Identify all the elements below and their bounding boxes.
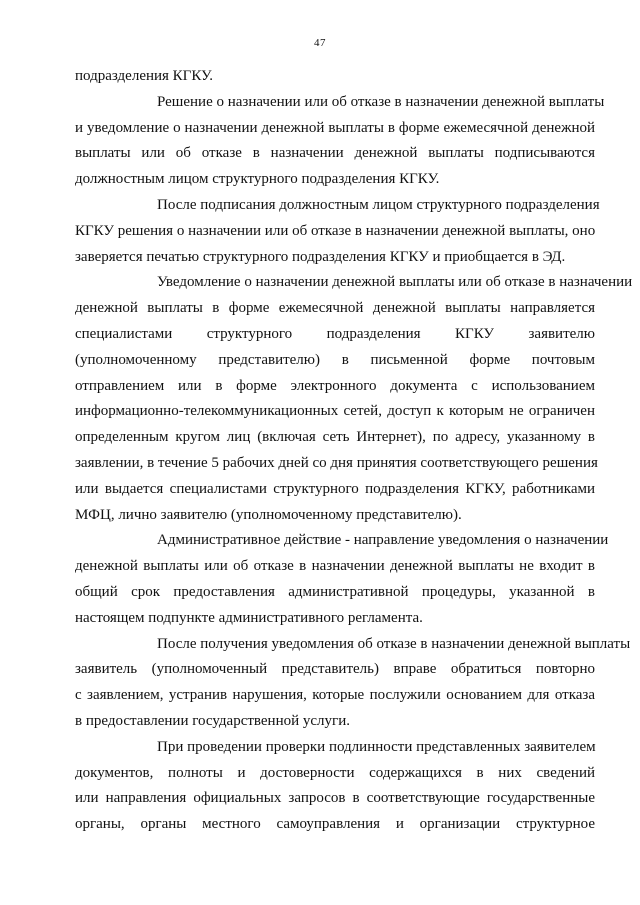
text-line: Решение о назначении или об отказе в назначении денежной выплаты bbox=[157, 93, 605, 110]
text-line: выплаты или об отказе в назначении денежной выплаты подписываются bbox=[75, 145, 595, 162]
text-line: общий срок предоставления административной процедуры, указанной в bbox=[75, 583, 595, 600]
text-line: должностным лицом структурного подразделения КГКУ. bbox=[75, 171, 440, 188]
text-line: или направления официальных запросов в соответствующие государственные bbox=[75, 790, 595, 807]
text-line: денежной выплаты в форме ежемесячной денежной выплаты направляется bbox=[75, 300, 595, 317]
text-line: настоящем подпункте административного регламента. bbox=[75, 609, 423, 626]
text-line: документов, полноты и достоверности содержащихся в них сведений bbox=[75, 764, 595, 781]
text-line: и уведомление о назначении денежной выплаты в форме ежемесячной денежной bbox=[75, 119, 595, 136]
text-line: с заявлением, устранив нарушения, которые послужили основанием для отказа bbox=[75, 687, 595, 704]
text-line: органы, органы местного самоуправления и организации структурное bbox=[75, 816, 595, 833]
text-line: заверяется печатью структурного подразделения КГКУ и приобщается в ЭД. bbox=[75, 248, 566, 265]
text-line: определенным кругом лиц (включая сеть Интернет), по адресу, указанному в bbox=[75, 429, 595, 446]
text-line: После подписания должностным лицом структурного подразделения bbox=[157, 196, 600, 213]
text-line: (уполномоченному представителю) в письменной форме почтовым bbox=[75, 351, 595, 368]
text-line: заявлении, в течение 5 рабочих дней со дня принятия соответствующего решения bbox=[75, 454, 598, 471]
text-line: подразделения КГКУ. bbox=[75, 68, 213, 84]
text-line: МФЦ, лично заявителю (уполномоченному представителю). bbox=[75, 506, 462, 523]
text-line: При проведении проверки подлинности представленных заявителем bbox=[157, 738, 596, 755]
text-line: Уведомление о назначении денежной выплаты или об отказе в назначении bbox=[157, 274, 633, 291]
text-line: КГКУ решения о назначении или об отказе в назначении денежной выплаты, оно bbox=[75, 222, 596, 239]
text-line: Административное действие - направление уведомления о назначении bbox=[157, 532, 609, 549]
text-line: в предоставлении государственной услуги. bbox=[75, 712, 350, 729]
document-body bbox=[75, 64, 633, 838]
text-line: денежной выплаты или об отказе в назначении денежной выплаты не входит в bbox=[75, 558, 595, 575]
text-line: После получения уведомления об отказе в назначении денежной выплаты bbox=[157, 635, 631, 652]
text-line: заявитель (уполномоченный представитель) вправе обратиться повторно bbox=[75, 661, 595, 678]
text-line: или выдается специалистами структурного подразделения КГКУ, работниками bbox=[75, 480, 595, 497]
text-line: информационно-телекоммуникационных сетей, доступ к которым не ограничен bbox=[75, 403, 595, 420]
text-line: специалистами структурного подразделения КГКУ заявителю bbox=[75, 325, 595, 342]
text-line: отправлением или в форме электронного документа с использованием bbox=[75, 377, 595, 394]
page-number: 47 bbox=[314, 37, 326, 49]
